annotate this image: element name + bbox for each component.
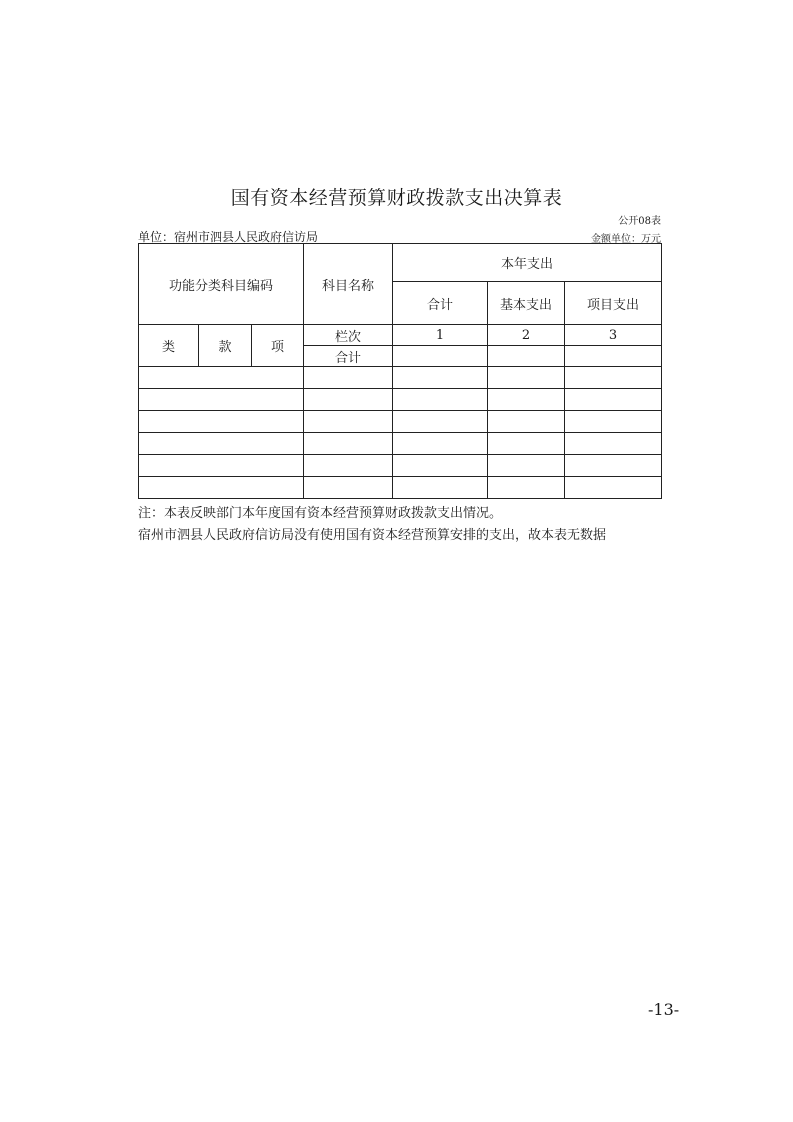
col-class: 类 — [139, 325, 199, 367]
row-column-label: 栏次 — [304, 325, 393, 346]
column-number-3: 3 — [565, 325, 662, 346]
header-basic-expenditure: 基本支出 — [488, 282, 565, 325]
table-row — [139, 433, 662, 455]
column-number-row — [139, 325, 662, 346]
row-total-label: 合计 — [304, 346, 393, 367]
col-item: 项 — [252, 325, 304, 367]
total-value-3 — [565, 346, 662, 367]
unit-label: 单位：宿州市泗县人民政府信访局 — [138, 230, 319, 244]
expenditure-table — [138, 243, 662, 499]
header-total: 合计 — [393, 282, 488, 325]
page-number: -13- — [648, 1000, 680, 1019]
table-row — [139, 367, 662, 389]
table-row — [139, 389, 662, 411]
page-title: 国有资本经营预算财政拨款支出决算表 — [230, 187, 563, 209]
header-project-expenditure: 项目支出 — [565, 282, 662, 325]
note-line-1: 注：本表反映部门本年度国有资本经营预算财政拨款支出情况。 — [138, 506, 503, 521]
header-function-code: 功能分类科目编码 — [139, 244, 304, 325]
column-number-1: 1 — [393, 325, 488, 346]
header-subject-name: 科目名称 — [304, 244, 393, 325]
form-code: 公开08表 — [618, 216, 661, 227]
amount-unit-label: 金额单位：万元 — [591, 234, 661, 245]
table-row — [139, 411, 662, 433]
header-row-1 — [139, 244, 662, 282]
table-row — [139, 477, 662, 499]
note-line-2: 宿州市泗县人民政府信访局没有使用国有资本经营预算安排的支出，故本表无数据 — [138, 528, 607, 543]
header-current-year-expenditure: 本年支出 — [393, 244, 662, 282]
col-section: 款 — [199, 325, 252, 367]
total-value-2 — [488, 346, 565, 367]
column-number-2: 2 — [488, 325, 565, 346]
total-value-1 — [393, 346, 488, 367]
table-row — [139, 455, 662, 477]
